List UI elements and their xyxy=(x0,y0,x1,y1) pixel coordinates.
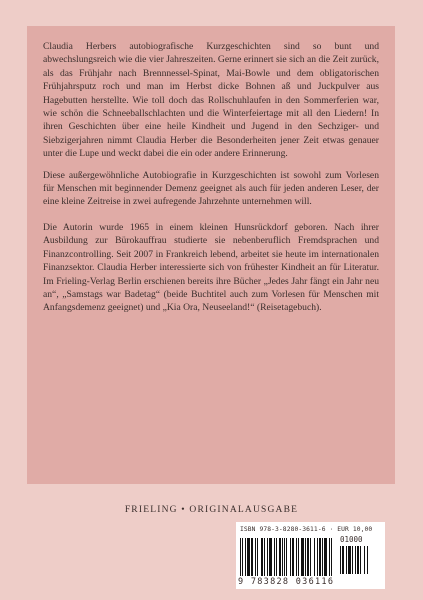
blurb-text xyxy=(43,40,379,323)
barcode-icon xyxy=(240,538,336,578)
barcode-bar xyxy=(242,538,243,576)
price-code: 01000 xyxy=(340,535,363,544)
barcode-bar xyxy=(298,538,299,576)
barcode-bar xyxy=(264,538,265,576)
barcode-bar xyxy=(267,538,268,576)
barcode-bar xyxy=(290,538,291,576)
barcode-bar xyxy=(331,538,332,576)
isbn-text: ISBN 978-3-8280-3611-6 · EUR 10,00 xyxy=(240,526,373,533)
barcode-bar xyxy=(292,538,294,576)
blurb-paragraph-2: Diese außergewöhnliche Autobiografie in Kurzgeschichten ist sowohl zum Vorlesen für Menschen mit beginnender Demenz geeignet als auch für jeden anderen Leser, der eine kleine Zeitreise in zwei aufregende Jahrzehnte unternehmen will. xyxy=(43,169,379,208)
barcode-bar xyxy=(245,538,246,576)
barcode-bar xyxy=(322,538,323,576)
barcode-bar xyxy=(301,538,304,576)
barcode-bar xyxy=(310,538,311,576)
barcode-bar xyxy=(355,546,356,574)
barcode-bar xyxy=(276,538,277,576)
barcode-bar xyxy=(279,538,281,576)
barcode-digits: 9 783828 036116 xyxy=(238,577,335,587)
barcode-bar xyxy=(360,546,361,574)
barcode-bar xyxy=(251,538,253,576)
barcode-box xyxy=(236,522,385,589)
barcode-bar xyxy=(269,538,272,576)
blurb-paragraph-1: Claudia Herbers autobiografische Kurzgeschichten sind so bunt und abwechslungsreich wie die vier Jahreszeiten. Gerne erinnert sie sich an die Zeit zurück, als das Frühjahr nach Brennnessel-Spinat, Mai-Bowle und dem obligatorischen Frühjahrsputz roch und man im Herbst dicke Bohnen aß und Juckpulver aus Hagebutten herstellte. Wie toll doch das Rollschuhlaufen in den Sommerferien war, wie schön die Schneeballschlachten und die Winterfeiertage mit all den Liedern! In ihren Geschichten über eine heile Kindheit und Jugend in den Sechziger- und Siebzigerjahren nimmt Claudia Herber die Besonderheiten jener Zeit etwas genauer unter die Lupe und weckt dabei die ein oder andere Erinnerung. xyxy=(43,41,379,160)
publisher-line: FRIELING • ORIGINALAUSGABE xyxy=(124,505,299,515)
barcode-bar xyxy=(261,538,263,576)
barcode-bar xyxy=(346,546,347,574)
barcode-bar xyxy=(364,546,365,574)
barcode-bar xyxy=(324,538,327,576)
barcode-bar xyxy=(282,538,283,576)
barcode-bar xyxy=(284,538,285,576)
barcode-bar xyxy=(314,538,315,576)
barcode-bar xyxy=(348,546,351,574)
barcode-bar xyxy=(274,538,275,576)
author-bio-paragraph: Die Autorin wurde 1965 in einem kleinen Hunsrückdorf geboren. Nach ihrer Ausbildung zur Bürokauffrau studierte sie nebenberuflich Fremdsprachen und Finanzcontrolling. Seit 2007 in Frankreich lebend, arbeitet sie heute im internationalen Finanzsektor. Claudia Herber interessierte sich von frühester Kindheit an für Literatur. Im Frieling-Verlag Berlin erschienen bereits ihre Bücher „Jedes Jahr fängt ein Jahr neu an“, „Samstags war Badetag“ (beide Buchtitel auch zum Vorlesen für Menschen mit Anfangsdemenz geeignet) und „Kia Ora, Neuseeland!“ (Reisetagebuch). xyxy=(43,221,379,314)
barcode-bar xyxy=(286,538,287,576)
barcode-bar xyxy=(367,546,368,574)
barcode-bar xyxy=(319,538,321,576)
addon-barcode-icon xyxy=(340,546,380,576)
barcode-bar xyxy=(340,546,341,574)
barcode-bar xyxy=(317,538,318,576)
barcode-bar xyxy=(255,538,256,576)
barcode-bar xyxy=(329,538,330,576)
barcode-bar xyxy=(240,538,241,576)
barcode-bar xyxy=(305,538,306,576)
barcode-bar xyxy=(307,538,309,576)
barcode-bar xyxy=(352,546,353,574)
barcode-bar xyxy=(296,538,297,576)
barcode-bar xyxy=(357,546,359,574)
barcode-bar xyxy=(342,546,344,574)
barcode-bar xyxy=(257,538,258,576)
barcode-bar xyxy=(247,538,250,576)
